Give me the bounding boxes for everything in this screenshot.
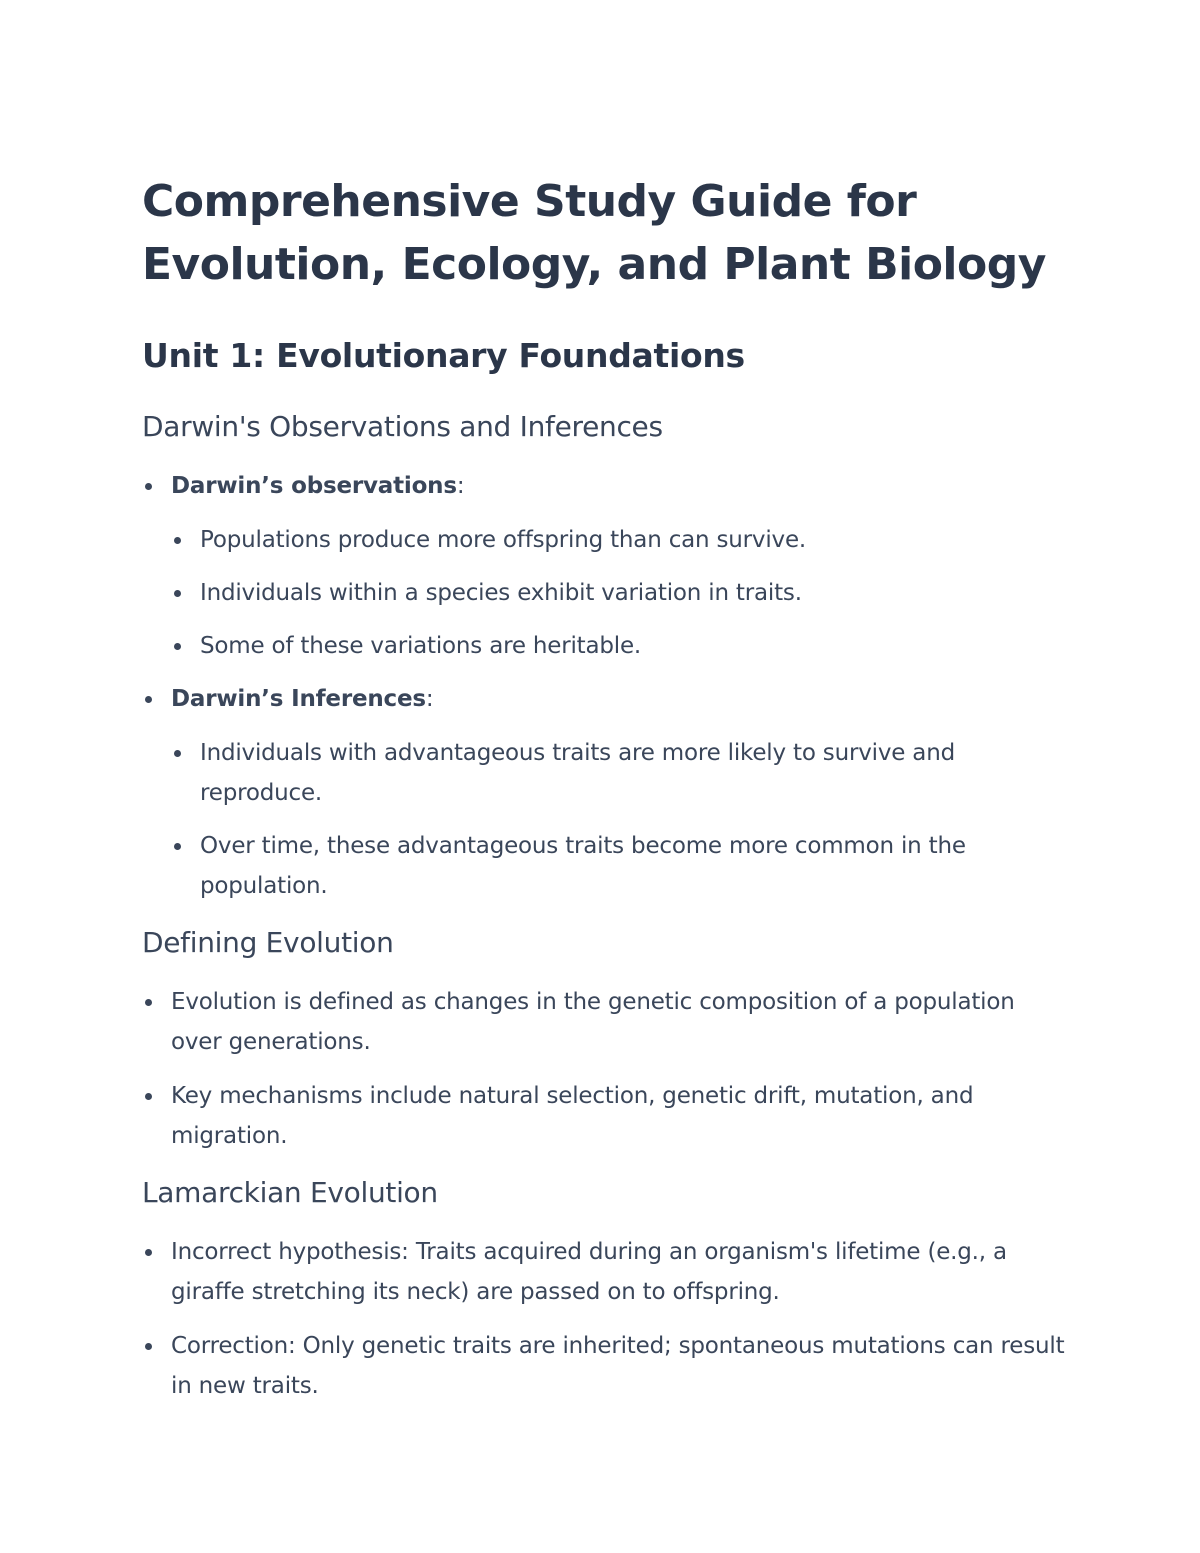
title-line-1: Comprehensive Study Guide for — [142, 176, 917, 227]
list-item: Key mechanisms include natural selection, genetic drift, mutation, and migration. — [142, 1076, 1072, 1156]
inferences-label: Darwin’s Inferences — [171, 686, 426, 712]
list-item: Darwin’s observations: Populations produce more offspring than can survive. Individuals within a species exhibit variation in traits. Some of these variations are heritable. — [142, 466, 1072, 666]
list-item: Evolution is defined as changes in the genetic composition of a population over generations. — [142, 982, 1072, 1062]
list-item: Some of these variations are heritable. — [171, 626, 1072, 666]
list-item: Darwin’s Inferences: Individuals with advantageous traits are more likely to survive and reproduce. Over time, these advantageous traits become more common in the population. — [142, 679, 1072, 906]
unit-1-heading: Unit 1: Evolutionary Foundations — [142, 336, 745, 375]
list-item: Individuals with advantageous traits are more likely to survive and reproduce. — [171, 733, 1072, 813]
defining-evolution-heading: Defining Evolution — [142, 926, 394, 959]
inferences-sublist — [171, 733, 1072, 906]
list-item: Over time, these advantageous traits become more common in the population. — [171, 826, 1072, 906]
observations-sublist — [171, 520, 1072, 666]
document-title — [142, 170, 1072, 296]
title-line-2: Evolution, Ecology, and Plant Biology — [142, 239, 1046, 290]
darwin-section-heading: Darwin's Observations and Inferences — [142, 410, 663, 443]
list-item: Individuals within a species exhibit variation in traits. — [171, 573, 1072, 613]
list-item: Incorrect hypothesis: Traits acquired during an organism's lifetime (e.g., a giraffe stretching its neck) are passed on to offspring. — [142, 1232, 1072, 1312]
observations-label: Darwin’s observations — [171, 473, 457, 499]
lamarckian-evolution-list — [142, 1232, 1072, 1406]
list-item: Correction: Only genetic traits are inherited; spontaneous mutations can result in new traits. — [142, 1326, 1072, 1406]
lamarckian-evolution-heading: Lamarckian Evolution — [142, 1176, 438, 1209]
document-page — [142, 170, 1072, 1420]
list-item: Populations produce more offspring than can survive. — [171, 520, 1072, 560]
darwin-list — [142, 466, 1072, 906]
defining-evolution-list — [142, 982, 1072, 1156]
